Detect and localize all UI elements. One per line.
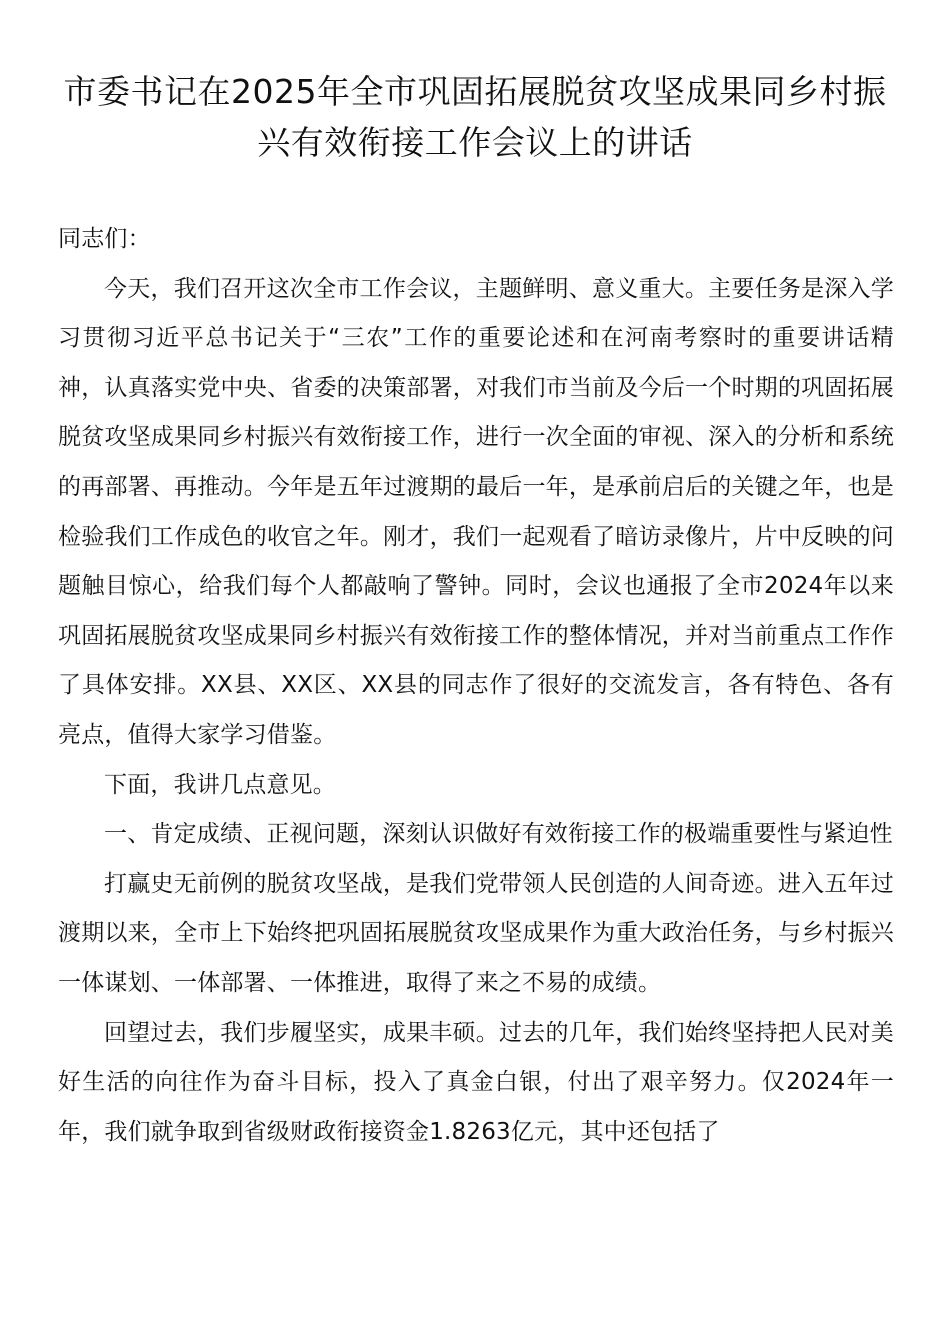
salutation: 同志们：	[58, 226, 151, 252]
paragraph-transition: 下面，我讲几点意见。	[104, 771, 336, 798]
section-heading-1: 一、肯定成绩、正视问题，深刻认识做好有效衔接工作的极端重要性与紧迫性	[104, 821, 893, 848]
document-title: 市委书记在2025年全市巩固拓展脱贫攻坚成果同乡村振兴有效衔接工作会议上的讲话	[63, 72, 887, 162]
paragraph-achievements: 打赢史无前例的脱贫攻坚战，是我们党带领人民创造的人间奇迹。进入五年过渡期以来，全市上下始终把巩固拓展脱贫攻坚成果作为重大政治任务，与乡村振兴一体谋划、一体部署、一体推进，取得了来之不易的成绩。	[58, 870, 894, 996]
document-body	[58, 215, 894, 1157]
paragraph-opening: 今天，我们召开这次全市工作会议，主题鲜明、意义重大。主要任务是深入学习贯彻习近平总书记关于“三农”工作的重要论述和在河南考察时的重要讲话精神，认真落实党中央、省委的决策部署，对我们市当前及今后一个时期的巩固拓展脱贫攻坚成果同乡村振兴有效衔接工作，进行一次全面的审视、深入的分析和系统的再部署、再推动。今年是五年过渡期的最后一年，是承前启后的关键之年，也是检验我们工作成色的收官之年。刚才，我们一起观看了暗访录像片，片中反映的问题触目惊心，给我们每个人都敲响了警钟。同时，会议也通报了全市2024年以来巩固拓展脱贫攻坚成果同乡村振兴有效衔接工作的整体情况，并对当前重点工作作了具体安排。XX县、XX区、XX县的同志作了很好的交流发言，各有特色、各有亮点，值得大家学习借鉴。	[58, 275, 894, 748]
paragraph-review: 回望过去，我们步履坚实，成果丰硕。过去的几年，我们始终坚持把人民对美好生活的向往作为奋斗目标，投入了真金白银，付出了艰辛努力。仅2024年一年，我们就争取到省级财政衔接资金1.8263亿元，其中还包括了	[58, 1019, 894, 1145]
